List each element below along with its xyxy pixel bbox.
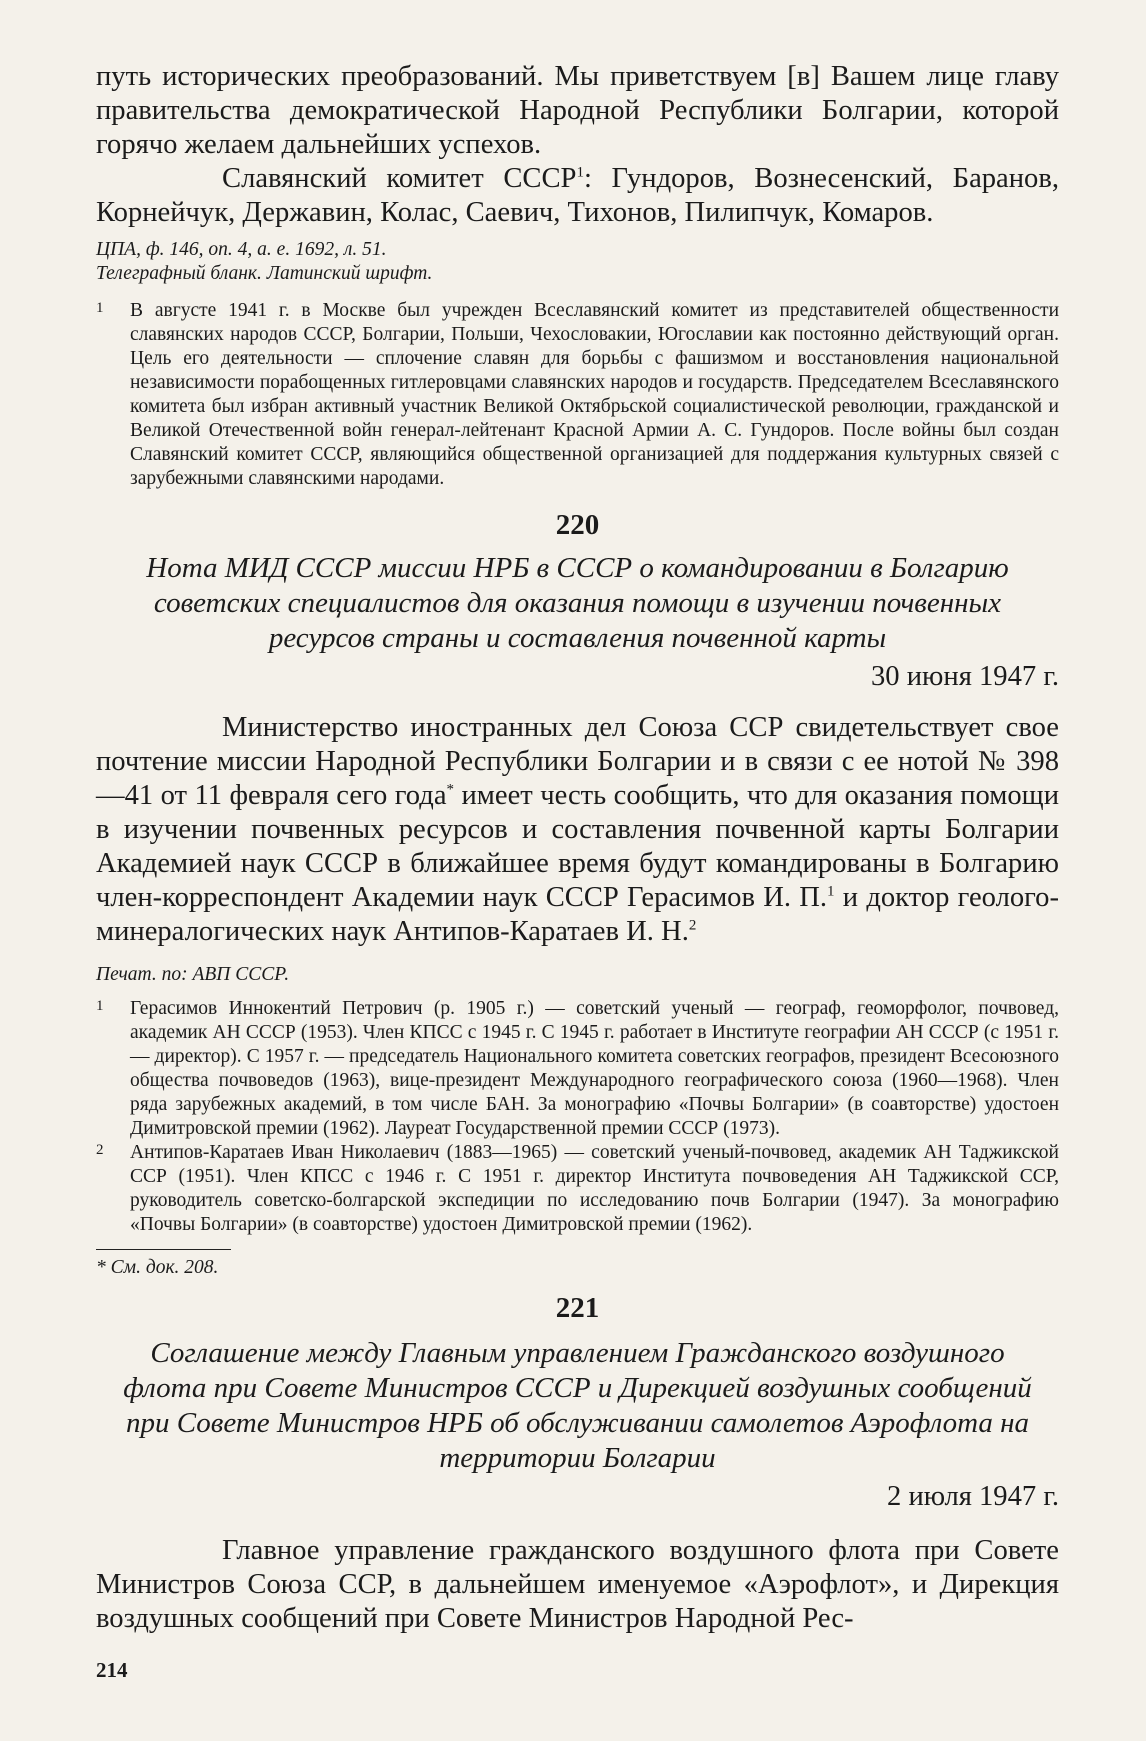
body-text: и доктор геолого-минералогических наук Антипов-Каратаев И. Н. (96, 882, 1059, 947)
footnote-text: Антипов-Каратаев Иван Николаевич (1883—1965) — советский ученый-почвовед, академик АН Таджикской ССР (1951). Член КПСС с 1946 г. С 1951 г. директор Института почвоведения АН Таджикской ССР, руководитель советско-болгарской экспедиции по исследованию почв Болгарии (1947). За монографию «Почвы Болгарии» (в соавторстве) удостоен Димитровской премии (1962). (130, 1142, 1059, 1235)
star-footnote-ref[interactable]: * (446, 781, 455, 798)
footnote-marker: 1 (96, 300, 104, 316)
document-date-221: 2 июля 1947 г. (887, 1481, 1059, 1512)
footnote-ref-2[interactable]: 2 (688, 917, 697, 934)
document-body-220 (96, 711, 1059, 949)
document-title-221: Соглашение между Главным управлением Гражданского воздушного флота при Совете Министров СССР и Дирекцией воздушных сообщений при Совете Министров НРБ об обслуживании самолетов Аэрофлота на территории Болгарии (123, 1337, 1032, 1474)
document-number-220: 220 (555, 509, 600, 541)
page-number: 214 (96, 1658, 128, 1682)
footnote-marker: 2 (96, 1142, 104, 1158)
star-footnote: * См. док. 208. (96, 1257, 219, 1278)
publication-source-220: Печат. по: АВП СССР. (96, 964, 290, 985)
archive-reference: ЦПА, ф. 146, оп. 4, а. е. 1692, л. 51. (96, 239, 387, 260)
footnote-marker: 1 (96, 998, 104, 1014)
body-text: Министерство иностранных дел Союза ССР свидетельствует свое почтение миссии Народной Республики Болгарии и в связи с ее нотой № 398—41 от 11 февраля сего года (96, 712, 1059, 811)
document-date-220: 30 июня 1947 г. (871, 661, 1059, 692)
footnote-text: В августе 1941 г. в Москве был учрежден Всеславянский комитет из представителей общественности славянских народов СССР, Болгарии, Польши, Чехословакии, Югославии как постоянно действующий орган. Цель его деятельности — сплочение славян для борьбы с фашизмом и восстановления национальной независимости порабощенных гитлеровцами славянских народов и государств. Председателем Всеславянского комитета был избран активный участник Великой Октябрьской социалистической революции, гражданской и Великой Отечественной войн генерал-лейтенант Красной Армии А. С. Гундоров. После войны был создан Славянский комитет СССР, являющийся общественной организацией для поддержания культурных связей с зарубежными славянскими народами. (130, 300, 1059, 489)
document-number-221: 221 (555, 1292, 600, 1324)
document-title-220: Нота МИД СССР миссии НРБ в СССР о командировании в Болгарию советских специалистов для оказания помощи в изучении почвенных ресурсов страны и составления почвенной карты (146, 552, 1009, 654)
archive-note: Телеграфный бланк. Латинский шрифт. (96, 263, 433, 284)
document-body-221: Главное управление гражданского воздушного флота при Совете Министров Союза ССР, в дальнейшем именуемое «Аэрофлот», и Дирекция воздушных сообщений при Совете Министров Народной Рес- (96, 1535, 1059, 1634)
signature-names: : Гундоров, Вознесенский, Баранов, Корнейчук, Державин, Колас, Саевич, Тихонов, Пилипчук, Комаров. (96, 163, 1060, 228)
footnote-antipov-karataev (96, 1141, 1059, 1237)
footnote-ref-1[interactable]: 1 (827, 883, 835, 900)
footnote-text: Герасимов Иннокентий Петрович (р. 1905 г.) — советский ученый — географ, геоморфолог, почвовед, академик АН СССР (1953). Член КПСС с 1945 г. С 1945 г. работает в Институте географии АН СССР (с 1951 г. — директор). С 1957 г. — председатель Национального комитета советских географов, президент Всесоюзного общества почвоведов (1963), вице-президент Международного географического союза (1960—1968). Член ряда зарубежных академий, в том числе БАН. За монографию «Почвы Болгарии» (в соавторстве) удостоен Димитровской премии (1962). Лауреат Государственной премии СССР (1973). (130, 998, 1059, 1139)
footnote-vseslav-committee (96, 299, 1059, 491)
footnote-divider (96, 1249, 231, 1250)
signature-paragraph (96, 162, 1059, 230)
signature-footnote-ref[interactable]: 1 (576, 164, 584, 181)
footnote-gerasimov (96, 997, 1059, 1141)
signature-org: Славянский комитет СССР (222, 163, 577, 194)
intro-paragraph: путь исторических преобразований. Мы приветствуем [в] Вашем лице главу правительства демократической Народной Республики Болгарии, которой горячо желаем дальнейших успехов. (96, 61, 1059, 160)
body-text: имеет честь сообщить, что для оказания помощи в изучении почвенных ресурсов и составления почвенной карты Болгарии Академией наук СССР в ближайшее время будут командированы в Болгарию член-корреспондент Академии наук СССР Герасимов И. П. (96, 780, 1060, 913)
